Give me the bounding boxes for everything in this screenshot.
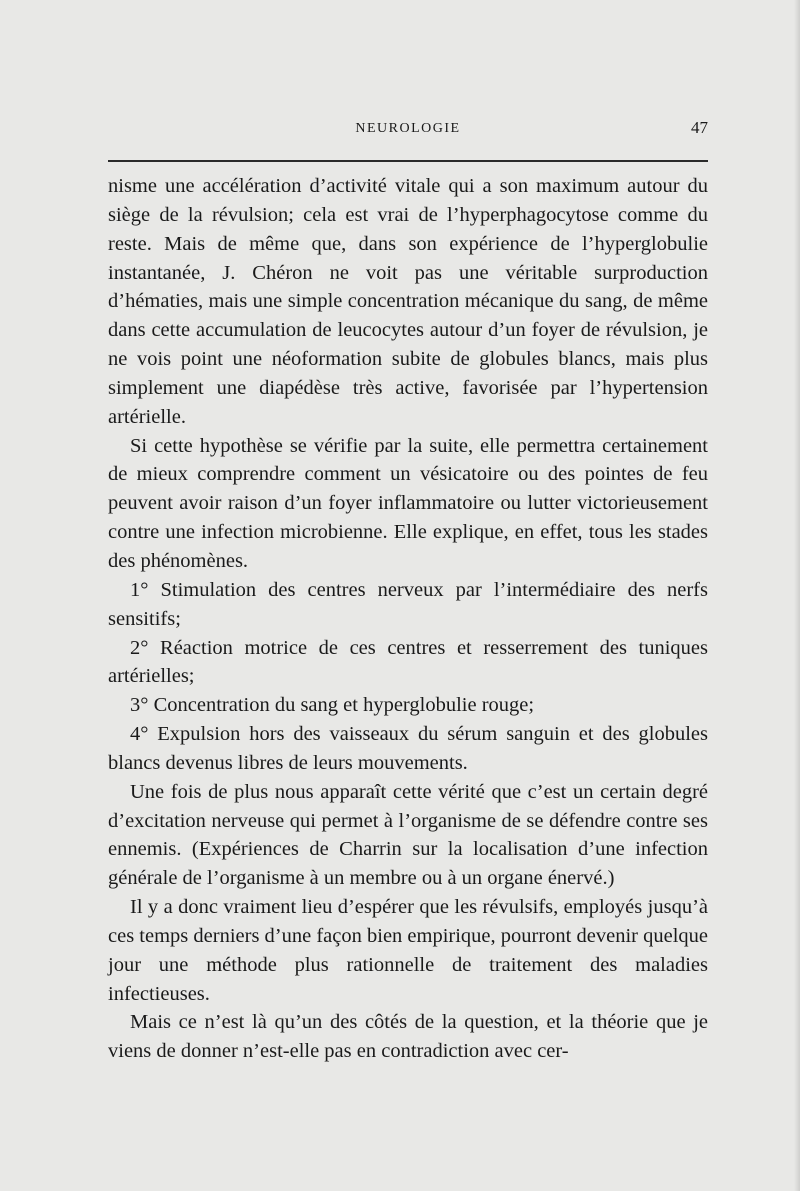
paragraph: Il y a donc vraiment lieu d’espérer que les révulsifs, employés jusqu’à ces temps derniers d’une façon bien empirique, pourront devenir quelque jour une méthode plus rationnelle de traitement des maladies infectieuses. [108, 896, 708, 1005]
header-rule [108, 160, 708, 162]
list-item: 3° Concentration du sang et hyperglobulie rouge; [130, 694, 535, 717]
page-header [108, 118, 708, 142]
paragraph: nisme une accélération d’activité vitale qui a son maximum autour du siège de la révulsion; cela est vrai de l’hyperphagocytose comme du reste. Mais de même que, dans son expérience de l’hyperglobulie instantanée, J. Chéron ne voit pas une véritable surproduction d’hématies, mais une simple concentration mécanique du sang, de même dans cette accumulation de leucocytes autour d’un foyer de révulsion, je ne vois point une néoformation subite de globules blancs, mais plus simplement une diapédèse très active, favorisée par l’hypertension artérielle. [108, 175, 708, 428]
running-head: NEUROLOGIE [355, 121, 461, 136]
page-number: 47 [691, 118, 708, 137]
paragraph: Mais ce n’est là qu’un des côtés de la question, et la théorie que je viens de donner n’est-elle pas en contradiction avec cer- [108, 1011, 708, 1063]
list-item: 2° Réaction motrice de ces centres et resserrement des tuniques artérielles; [108, 636, 708, 688]
paragraph: Si cette hypothèse se vérifie par la suite, elle permettra certainement de mieux comprendre comment un vésicatoire ou des pointes de feu peuvent avoir raison d’un foyer inflammatoire ou lutter victorieusement contre une infection microbienne. Elle explique, en effet, tous les stades des phénomènes. [108, 434, 708, 572]
list-item: 1° Stimulation des centres nerveux par l’intermédiaire des nerfs sensitifs; [108, 578, 708, 630]
list-item: 4° Expulsion hors des vaisseaux du sérum sanguin et des globules blancs devenus libres de leurs mouvements. [108, 723, 708, 774]
paragraph: Une fois de plus nous apparaît cette vérité que c’est un certain degré d’excitation nerveuse qui permet à l’organisme de se défendre contre ses ennemis. (Expériences de Charrin sur la localisation d’une infection générale de l’organisme à un membre ou à un organe énervé.) [108, 780, 708, 890]
body-text [108, 172, 708, 1066]
